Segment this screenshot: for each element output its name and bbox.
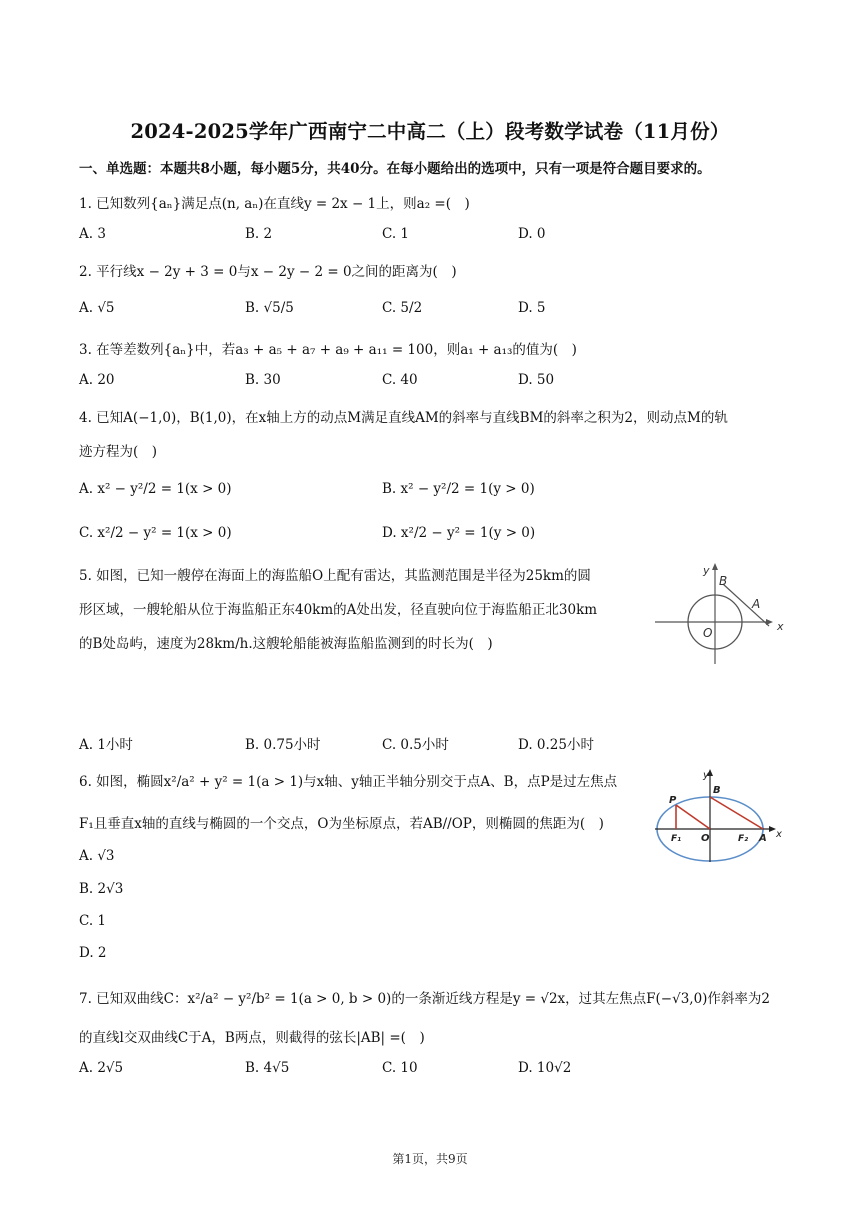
q6-option-d: D. 2 [79, 945, 107, 961]
fig5-y-label: y [703, 564, 710, 577]
q3-option-c: C. 40 [382, 372, 418, 388]
question-6-stem-line1: 6. 如图，椭圆x²/a² + y² = 1(a > 1)与x轴、y轴正半轴分别交于点A、B，点P是过左焦点 [79, 774, 618, 790]
segment-op [676, 805, 710, 829]
q5-option-b: B. 0.75小时 [245, 737, 321, 753]
fig6-point-f1: F₁ [671, 834, 682, 844]
question-7-stem-line1: 7. 已知双曲线C：x²/a² − y²/b² = 1(a > 0, b > 0)的一条渐近线方程是y = √2x，过其左焦点F(−√3,0)作斜率为2 [79, 991, 771, 1007]
page-title: 2024-2025学年广西南宁二中高二（上）段考数学试卷（11月份） [130, 120, 730, 143]
fig6-point-f2: F₂ [738, 834, 749, 844]
q4-option-d: D. x²/2 − y² = 1(y > 0) [382, 525, 536, 541]
q1-option-c: C. 1 [382, 226, 410, 242]
question-5-stem-line3: 的B处岛屿，速度为28km/h.这艘轮船能被海监船监测到的时长为( ) [79, 636, 493, 652]
radar-figure [655, 560, 785, 668]
q2-option-a: A. √5 [79, 300, 115, 316]
q2-option-d: D. 5 [518, 300, 546, 316]
q7-option-d: D. 10√2 [518, 1060, 572, 1076]
q2-option-c: C. 5/2 [382, 300, 423, 316]
question-1-stem: 1. 已知数列{aₙ}满足点(n, aₙ)在直线y = 2x − 1上，则a₂ =( ) [79, 196, 470, 212]
q1-option-d: D. 0 [518, 226, 546, 242]
question-6-stem-line2: F₁且垂直x轴的直线与椭圆的一个交点，O为坐标原点，若AB//OP，则椭圆的焦距为( ) [79, 816, 604, 832]
q5-option-c: C. 0.5小时 [382, 737, 449, 753]
fig6-y-label: y [703, 770, 709, 781]
fig5-x-label: x [777, 620, 784, 633]
q4-option-c: C. x²/2 − y² = 1(x > 0) [79, 525, 232, 541]
q7-option-a: A. 2√5 [79, 1060, 124, 1076]
q5-option-d: D. 0.25小时 [518, 737, 594, 753]
q4-option-b: B. x² − y²/2 = 1(y > 0) [382, 481, 535, 497]
fig6-x-label: x [776, 829, 782, 840]
q2-option-b: B. √5/5 [245, 300, 294, 316]
fig6-point-p: P [669, 795, 677, 806]
page-footer: 第1页，共9页 [392, 1152, 468, 1166]
fig6-point-a: A [759, 833, 767, 844]
x-axis-arrow [769, 826, 776, 832]
q1-option-a: A. 3 [79, 226, 106, 242]
q4-option-a: A. x² − y²/2 = 1(x > 0) [79, 481, 232, 497]
q5-option-a: A. 1小时 [79, 737, 133, 753]
question-4-stem-line1: 4. 已知A(−1,0)，B(1,0)，在x轴上方的动点M满足直线AM的斜率与直线BM的斜率之积为2，则动点M的轨 [79, 410, 728, 426]
q1-option-b: B. 2 [245, 226, 273, 242]
q6-option-a: A. √3 [79, 848, 115, 864]
fig6-point-b: B [713, 785, 721, 796]
y-axis-arrow [712, 563, 718, 570]
question-3-stem: 3. 在等差数列{aₙ}中，若a₃ + a₅ + a₇ + a₉ + a₁₁ = 100，则a₁ + a₁₃的值为( ) [79, 342, 577, 358]
ship-route [723, 584, 769, 626]
question-5-stem-line2: 形区域，一艘轮船从位于海监船正东40km的A处出发，径直驶向位于海监船正北30km [79, 602, 598, 618]
fig6-origin: O [701, 833, 710, 844]
question-4-stem-line2: 迹方程为( ) [79, 444, 158, 460]
fig5-point-b: B [719, 574, 728, 588]
q6-option-b: B. 2√3 [79, 881, 124, 897]
question-7-stem-line2: 的直线l交双曲线C于A，B两点，则截得的弦长|AB| =( ) [79, 1030, 425, 1046]
ellipse-figure [655, 766, 785, 864]
q7-option-b: B. 4√5 [245, 1060, 290, 1076]
q6-option-c: C. 1 [79, 913, 107, 929]
q3-option-b: B. 30 [245, 372, 281, 388]
q3-option-d: D. 50 [518, 372, 555, 388]
question-5-stem-line1: 5. 如图，已知一艘停在海面上的海监船O上配有雷达，其监测范围是半径为25km的圆 [79, 568, 591, 584]
question-2-stem: 2. 平行线x − 2y + 3 = 0与x − 2y − 2 = 0之间的距离为( ) [79, 264, 457, 280]
q7-option-c: C. 10 [382, 1060, 418, 1076]
fig5-origin: O [703, 626, 713, 640]
section-heading: 一、单选题：本题共8小题，每小题5分，共40分。在每小题给出的选项中，只有一项是符合题目要求的。 [79, 161, 711, 177]
q3-option-a: A. 20 [79, 372, 115, 388]
fig5-point-a: A [752, 597, 761, 611]
